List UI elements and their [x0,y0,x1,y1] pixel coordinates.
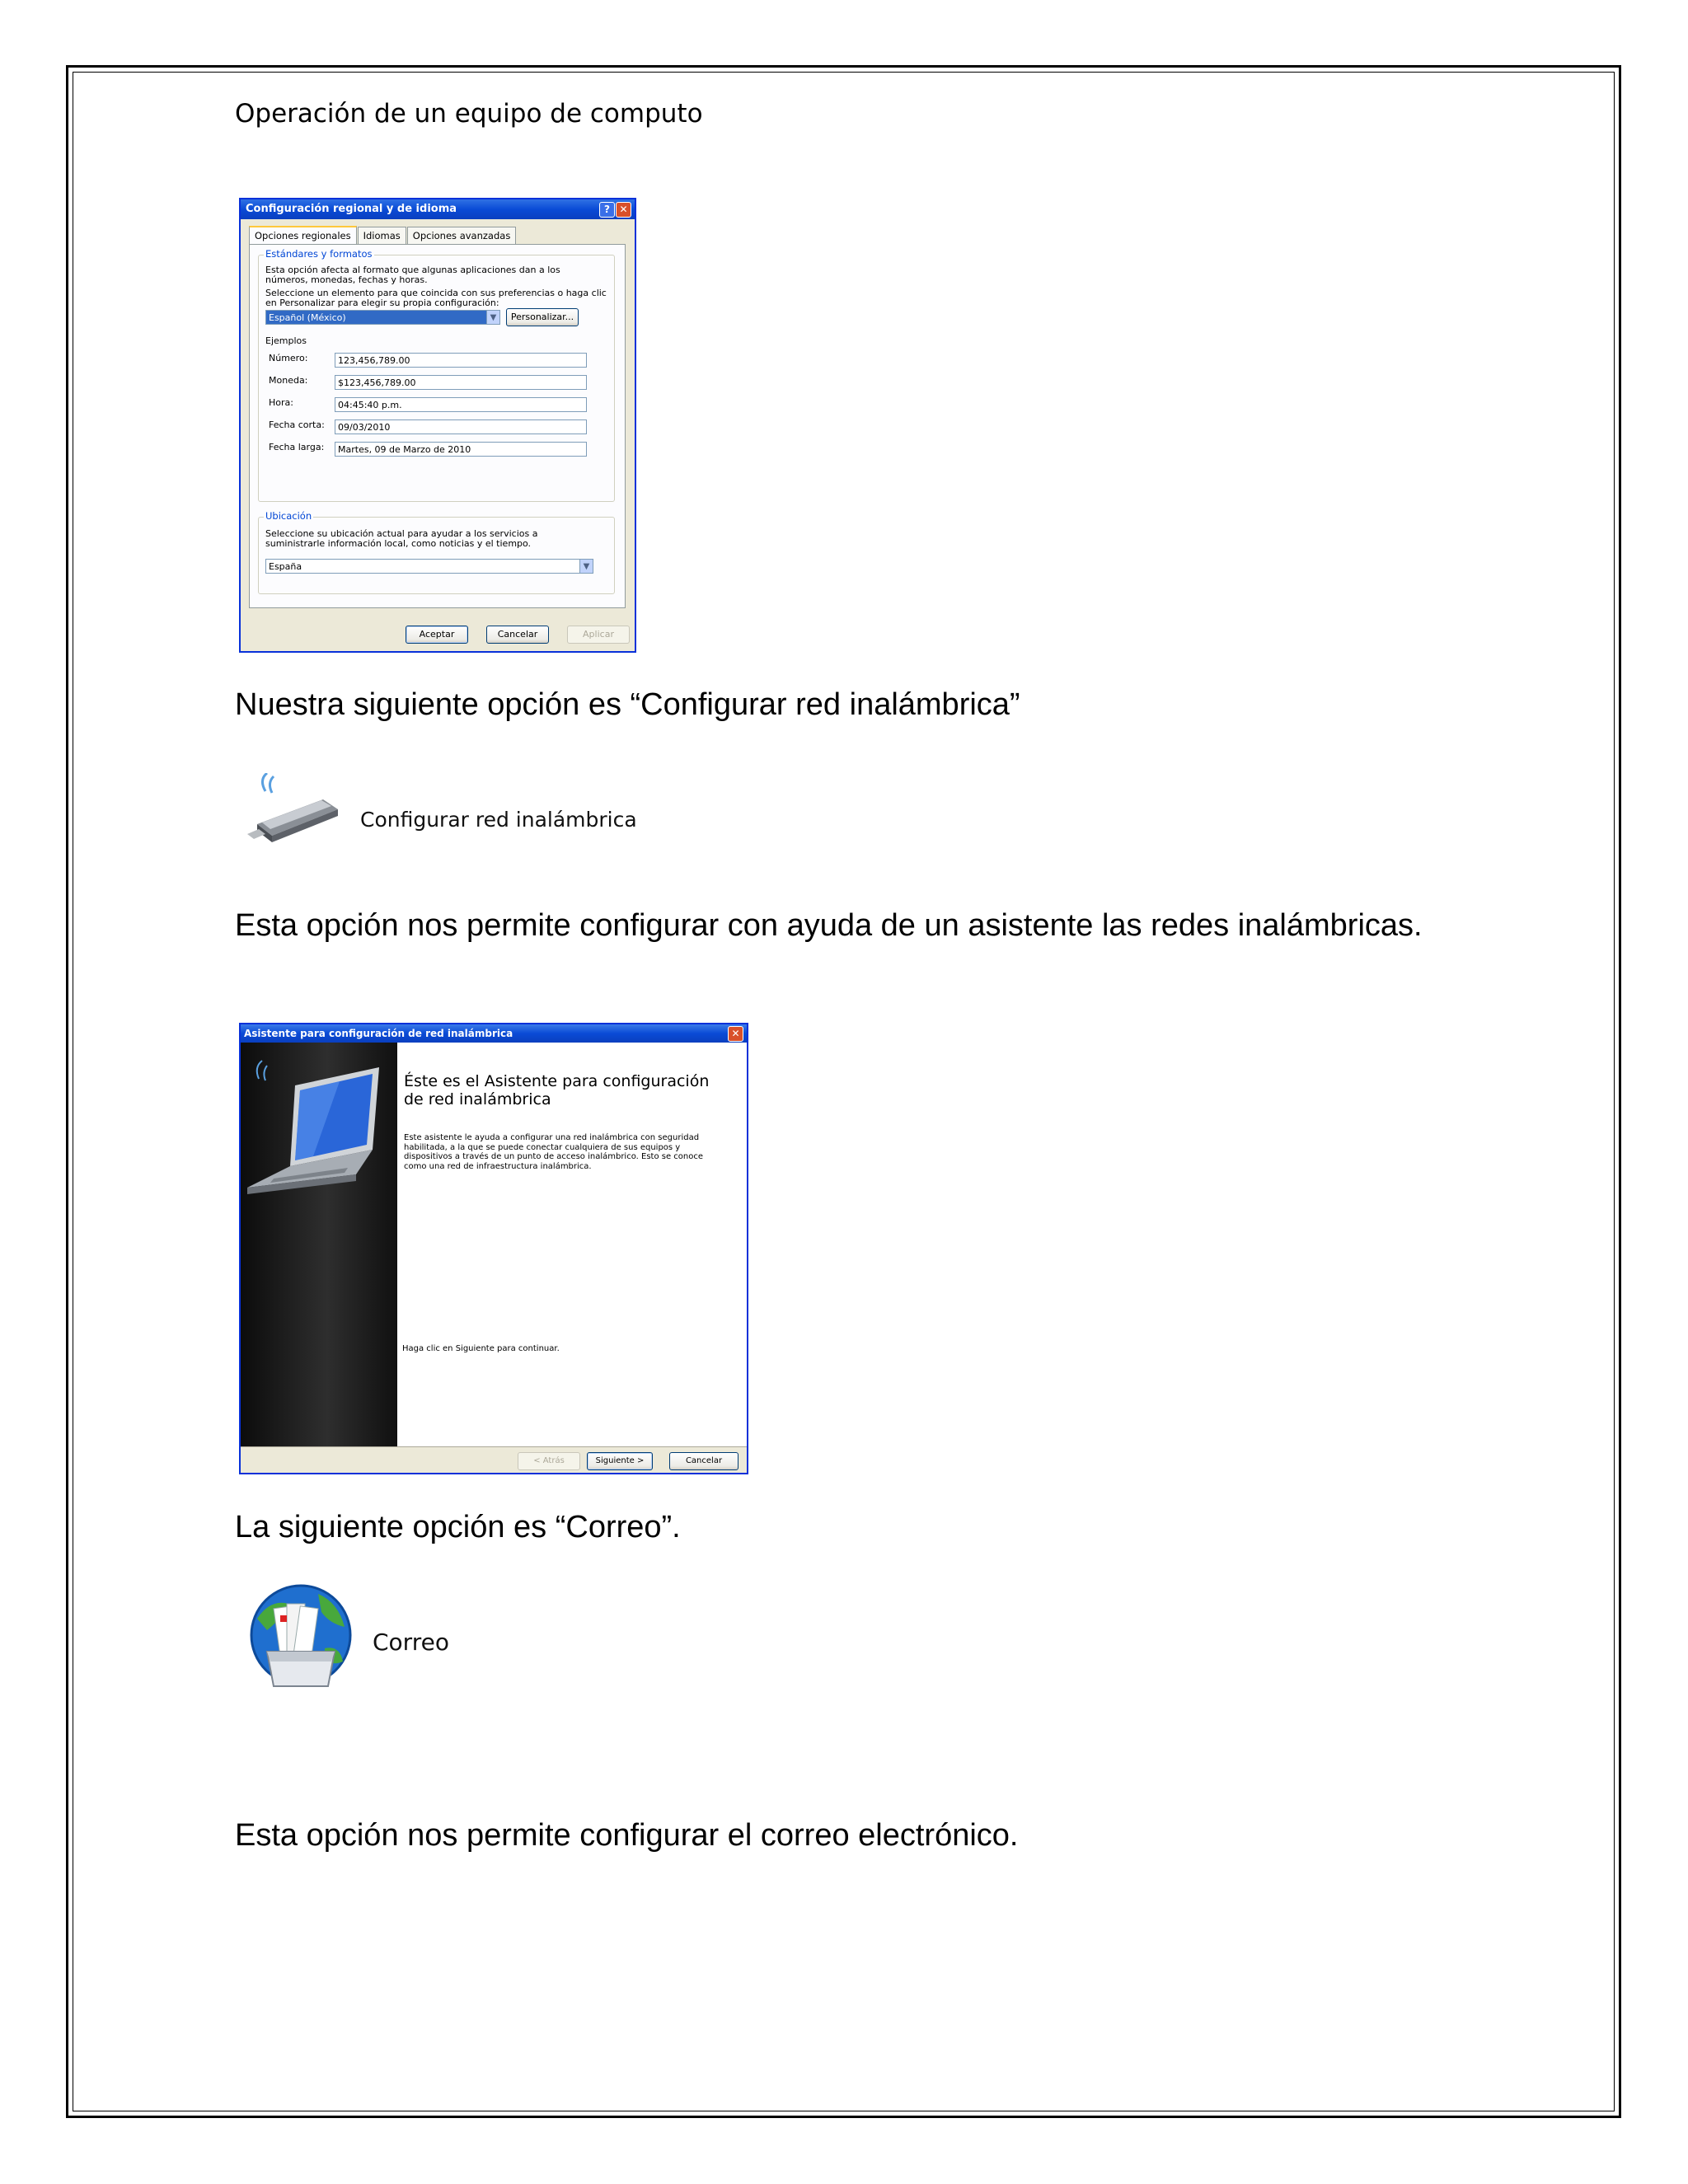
location-select[interactable] [265,559,593,574]
example-value-long-date: Martes, 09 de Marzo de 2010 [335,442,587,457]
example-label-time: Hora: [269,397,293,408]
customize-button[interactable]: Personalizar... [506,308,579,326]
locale-select-value: Español (México) [269,312,346,323]
wizard-content [397,1043,748,1446]
back-button[interactable]: < Atrás [518,1452,580,1470]
wireless-setup-wizard [239,1023,748,1474]
mail-icon-label[interactable]: Correo [373,1629,449,1656]
regional-settings-dialog [239,198,636,653]
tab-languages[interactable]: Idiomas [358,227,406,244]
laptop-icon [241,1043,397,1446]
wireless-intro-text: Nuestra siguiente opción es “Configurar red inalámbrica” [235,687,1020,722]
wizard-footer [241,1446,748,1474]
tab-advanced-options[interactable]: Opciones avanzadas [407,227,517,244]
wizard-titlebar [241,1024,747,1043]
wizard-description: Este asistente le ayuda a configurar una red inalámbrica con seguridad habilitada, a la que se puede conectar cualquiera de sus equipos y dispositivos a través de un punto de acceso inalámbrico. Esto se conoce como una red de infraestructura inalámbrica. [404,1133,704,1171]
mail-intro-text: La siguiente opción es “Correo”. [235,1510,681,1544]
wizard-side-banner [241,1043,397,1446]
usb-wireless-adapter-icon[interactable] [247,773,353,849]
next-button[interactable]: Siguiente > [587,1452,653,1470]
location-description: Seleccione su ubicación actual para ayudar a los servicios a suministrarle información local, como noticias y el tiempo. [265,528,538,549]
location-select-value: España [269,561,302,572]
dialog-titlebar [241,199,635,219]
wizard-title: Asistente para configuración de red inalámbrica [244,1028,513,1039]
standards-instruction: Seleccione un elemento para que coincida con sus preferencias o haga clic en Personalizar para elegir su propia configuración: [265,288,607,308]
example-label-short-date: Fecha corta: [269,419,325,430]
chevron-down-icon[interactable]: ▼ [579,559,593,574]
mail-description-text: Esta opción nos permite configurar el correo electrónico. [235,1818,1019,1853]
mail-globe-icon[interactable] [246,1582,356,1698]
help-icon[interactable]: ? [599,202,615,218]
page-header: Operación de un equipo de computo [235,99,703,129]
close-icon[interactable]: ✕ [616,202,631,218]
example-label-long-date: Fecha larga: [269,442,325,452]
example-label-number: Número: [269,353,308,363]
wireless-description-text: Esta opción nos permite configurar con ayuda de un asistente las redes inalámbricas. [235,908,1423,943]
example-value-number: 123,456,789.00 [335,353,587,368]
examples-label: Ejemplos [265,335,307,346]
example-value-currency: $123,456,789.00 [335,375,587,390]
location-legend: Ubicación [265,510,312,522]
close-icon[interactable]: ✕ [728,1026,743,1042]
dialog-title: Configuración regional y de idioma [246,203,457,215]
wizard-heading: Éste es el Asistente para configuración de red inalámbrica [404,1072,710,1108]
example-label-currency: Moneda: [269,375,308,386]
cancel-button[interactable]: Cancelar [486,626,549,644]
location-groupbox [258,510,615,594]
standards-groupbox [258,248,615,502]
chevron-down-icon[interactable]: ▼ [486,310,500,325]
ok-button[interactable]: Aceptar [406,626,468,644]
dialog-tabs [249,226,517,244]
wizard-continue-hint: Haga clic en Siguiente para continuar. [402,1344,560,1353]
tab-panel [249,244,626,608]
example-value-time: 04:45:40 p.m. [335,397,587,412]
tab-regional-options[interactable]: Opciones regionales [249,226,357,246]
wireless-icon-label[interactable]: Configurar red inalámbrica [360,808,637,832]
standards-legend: Estándares y formatos [265,248,373,260]
apply-button[interactable]: Aplicar [567,626,630,644]
example-value-short-date: 09/03/2010 [335,419,587,434]
wizard-cancel-button[interactable]: Cancelar [669,1452,738,1470]
locale-select[interactable] [265,310,500,325]
standards-description: Esta opción afecta al formato que algunas aplicaciones dan a los números, monedas, fechas y horas. [265,265,560,285]
